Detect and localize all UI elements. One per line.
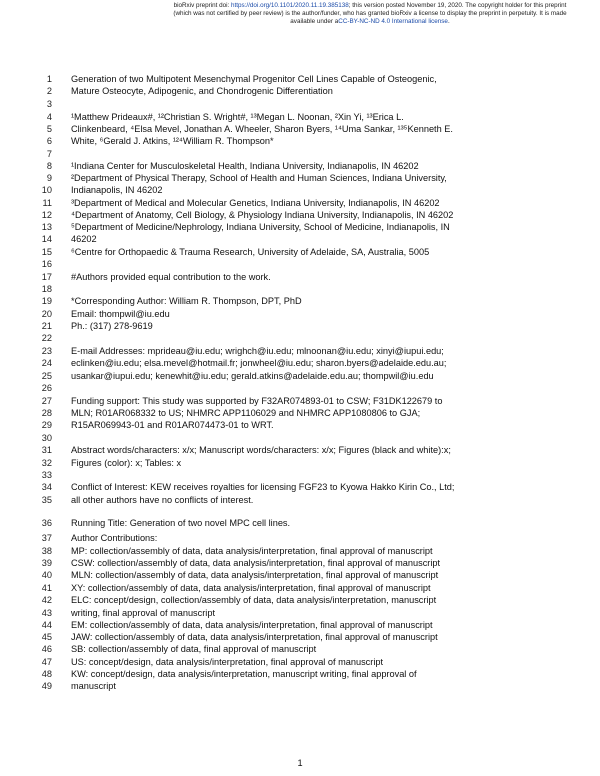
manuscript-line: Running Title: Generation of two novel MPC cell lines.: [71, 518, 291, 528]
line-number: 33: [41, 470, 52, 480]
line-number: 4: [46, 112, 52, 122]
manuscript-line: MP: collection/assembly of data, data analysis/interpretation, final approval of manuscript: [71, 546, 433, 556]
manuscript-line: ¹Indiana Center for Musculoskeletal Health, Indiana University, Indianapolis, IN 46202: [71, 161, 419, 171]
line-number: 23: [41, 346, 52, 356]
line-number: 6: [46, 136, 52, 146]
manuscript-line: Author Contributions:: [71, 533, 158, 543]
manuscript-line: all other authors have no conflicts of interest.: [71, 495, 254, 505]
manuscript-line: ⁴Department of Anatomy, Cell Biology, & Physiology Indiana University, Indianapolis, IN 46202: [71, 210, 454, 220]
manuscript-line: ³Department of Medical and Molecular Genetics, Indiana University, Indianapolis, IN 46202: [71, 198, 440, 208]
banner-line-2: (which was not certified by peer review) is the author/funder, who has granted bioRxiv a license to display the preprint in perpetuity. It is made: [173, 10, 567, 17]
line-number: 38: [41, 546, 52, 556]
manuscript-line: R15AR069943-01 and R01AR074473-01 to WRT.: [71, 420, 274, 430]
line-number: 35: [41, 495, 52, 505]
line-number: 20: [41, 309, 52, 319]
line-number: 48: [41, 669, 52, 679]
line-number: 21: [41, 321, 52, 331]
preprint-banner: [150, 2, 590, 26]
manuscript-line: Email: thompwil@iu.edu: [71, 309, 170, 319]
line-number: 14: [41, 234, 52, 244]
page-number: 1: [297, 758, 303, 768]
line-number: 41: [41, 583, 52, 593]
line-number: 40: [41, 570, 52, 580]
line-number: 2: [46, 86, 52, 96]
manuscript-line: ²Department of Physical Therapy, School of Health and Human Sciences, Indiana University,: [71, 173, 447, 183]
manuscript-line: MLN: collection/assembly of data, data analysis/interpretation, final approval of manuscript: [71, 570, 439, 580]
manuscript-line: Mature Osteocyte, Adipogenic, and Chondrogenic Differentiation: [71, 86, 333, 96]
line-number: 8: [46, 161, 52, 171]
line-number: 16: [41, 259, 52, 269]
manuscript-line: #Authors provided equal contribution to the work.: [71, 272, 271, 282]
manuscript-line: Abstract words/characters: x/x; Manuscript words/characters: x/x; Figures (black and white):x;: [71, 445, 451, 455]
line-number: 42: [41, 595, 52, 605]
manuscript-line: Generation of two Multipotent Mesenchymal Progenitor Cell Lines Capable of Osteogenic,: [71, 74, 437, 84]
manuscript-line: US: concept/design, data analysis/interpretation, final approval of manuscript: [71, 657, 384, 667]
line-number: 34: [41, 482, 52, 492]
line-number: 28: [41, 408, 52, 418]
line-number: 13: [41, 222, 52, 232]
line-number: 31: [41, 445, 52, 455]
manuscript-line: Conflict of Interest: KEW receives royalties for licensing FGF23 to Kyowa Hakko Kirin Co., Ltd;: [71, 482, 455, 492]
manuscript-line: White, ⁶Gerald J. Atkins, ¹²⁴William R. Thompson*: [71, 136, 274, 146]
line-number: 27: [41, 396, 52, 406]
manuscript-line: usankar@iupui.edu; kenewhit@iu.edu; gerald.atkins@adelaide.edu.au; thompwil@iu.edu: [71, 371, 434, 381]
manuscript-line: Indianapolis, IN 46202: [71, 185, 163, 195]
manuscript-line: ELC: concept/design, collection/assembly of data, data analysis/interpretation, manuscript: [71, 595, 437, 605]
line-number: 43: [41, 608, 52, 618]
line-number: 30: [41, 433, 52, 443]
manuscript-line: SB: collection/assembly of data, final approval of manuscript: [71, 644, 317, 654]
line-number: 7: [46, 149, 52, 159]
line-number: 39: [41, 558, 52, 568]
manuscript-line: KW: concept/design, data analysis/interpretation, manuscript writing, final approval of: [71, 669, 417, 679]
line-number: 5: [46, 124, 52, 134]
doi-link[interactable]: https://doi.org/10.1101/2020.11.19.385138: [231, 2, 349, 9]
line-number: 44: [41, 620, 52, 630]
line-number: 18: [41, 284, 52, 294]
line-number: 10: [41, 185, 52, 195]
manuscript-line: ¹Matthew Prideaux#, ¹²Christian S. Wright#, ¹³Megan L. Noonan, ²Xin Yi, ¹³Erica L.: [71, 112, 404, 122]
line-number: 37: [41, 533, 52, 543]
line-number: 36: [41, 518, 52, 528]
line-number: 45: [41, 632, 52, 642]
manuscript-line: Ph.: (317) 278-9619: [71, 321, 153, 331]
manuscript-line: ⁶Centre for Orthopaedic & Trauma Research, University of Adelaide, SA, Australia, 5005: [71, 247, 430, 257]
manuscript-line: Clinkenbeard, ⁴Elsa Mevel, Jonathan A. Wheeler, Sharon Byers, ¹⁴Uma Sankar, ¹³⁵Kenneth E.: [71, 124, 453, 134]
line-number: 26: [41, 383, 52, 393]
manuscript-line: Figures (color): x; Tables: x: [71, 458, 182, 468]
manuscript-line: manuscript: [71, 681, 116, 691]
line-number: 32: [41, 458, 52, 468]
line-number: 19: [41, 296, 52, 306]
banner-line-1: bioRxiv preprint doi: https://doi.org/10.1101/2020.11.19.385138; this version posted November 19, 2020. The copyright holder for this preprint: [173, 2, 567, 9]
line-number: 47: [41, 657, 52, 667]
license-link[interactable]: CC-BY-NC-ND 4.0 International license: [338, 18, 448, 25]
manuscript-line: Funding support: This study was supported by F32AR074893-01 to CSW; F31DK122679 to: [71, 396, 443, 406]
manuscript-line: XY: collection/assembly of data, data analysis/interpretation, final approval of manuscript: [71, 583, 431, 593]
manuscript-line: JAW: collection/assembly of data, data analysis/interpretation, final approval of manuscript: [71, 632, 438, 642]
manuscript-line: E-mail Addresses: mprideau@iu.edu; wrighch@iu.edu; mlnoonan@iu.edu; xinyi@iupui.edu;: [71, 346, 444, 356]
line-number: 1: [46, 74, 52, 84]
manuscript-line: 46202: [71, 234, 97, 244]
line-number: 11: [42, 198, 52, 208]
line-number: 25: [41, 371, 52, 381]
line-number: 29: [41, 420, 52, 430]
line-number: 9: [46, 173, 52, 183]
manuscript-line: writing, final approval of manuscript: [71, 608, 216, 618]
line-number: 15: [41, 247, 52, 257]
line-number: 49: [41, 681, 52, 691]
manuscript-line: eclinken@iu.edu; elsa.mevel@hotmail.fr; jonwheel@iu.edu; sharon.byers@adelaide.edu.au;: [71, 358, 447, 368]
manuscript-line: *Corresponding Author: William R. Thompson, DPT, PhD: [71, 296, 302, 306]
line-number: 24: [41, 358, 52, 368]
banner-line-3: available under aCC-BY-NC-ND 4.0 International license.: [290, 18, 450, 25]
line-number: 22: [41, 333, 52, 343]
manuscript-line: ⁵Department of Medicine/Nephrology, Indiana University, School of Medicine, Indianapolis, IN: [71, 222, 450, 232]
manuscript-line: EM: collection/assembly of data, data analysis/interpretation, final approval of manuscript: [71, 620, 433, 630]
line-number: 46: [41, 644, 52, 654]
line-number: 17: [41, 272, 52, 282]
line-number: 3: [46, 99, 52, 109]
manuscript-line: MLN; R01AR068332 to US; NHMRC APP1106029 and NHMRC APP1080806 to GJA;: [71, 408, 421, 418]
manuscript-line: CSW: collection/assembly of data, data analysis/interpretation, final approval of manuscript: [71, 558, 441, 568]
line-number: 12: [41, 210, 52, 220]
